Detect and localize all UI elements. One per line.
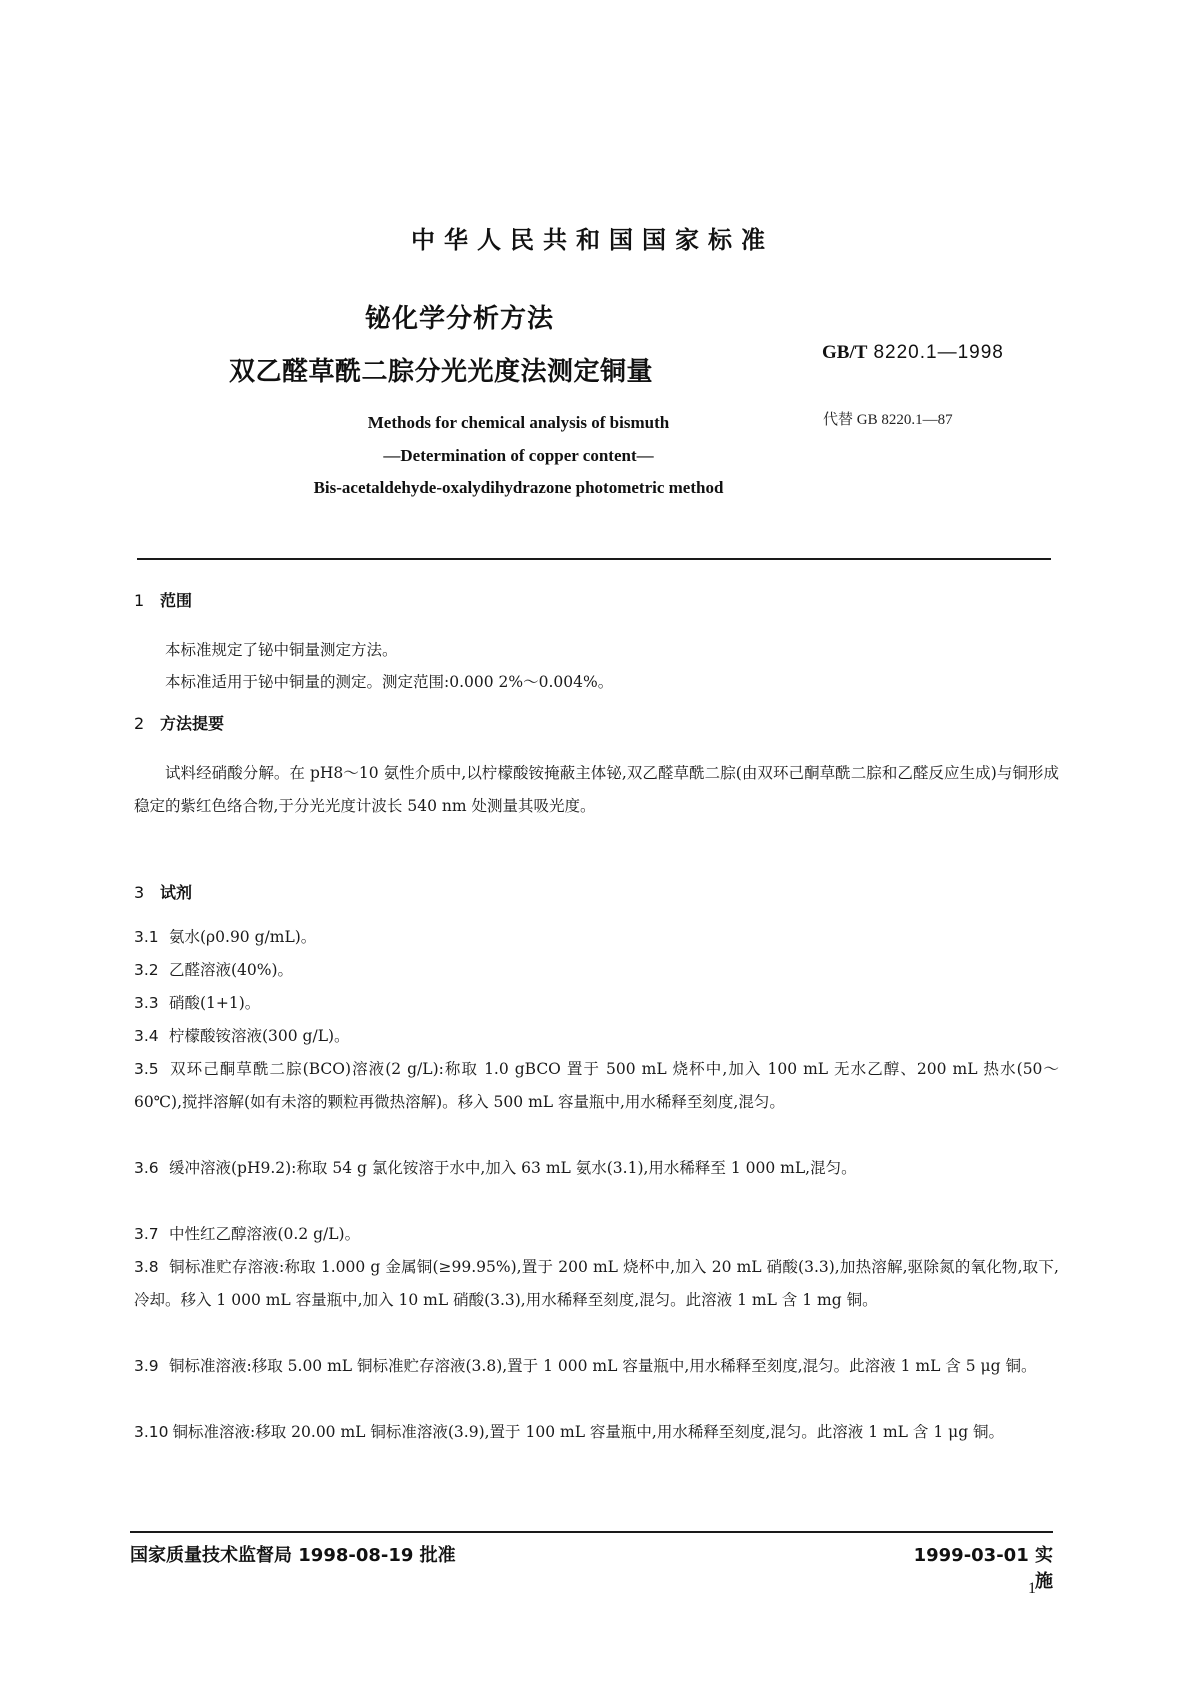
item-number: 3.1: [134, 928, 159, 946]
item-number: 3.3: [134, 994, 159, 1012]
title-en-line3: Bis-acetaldehyde-oxalydihydrazone photometric method: [313, 478, 724, 497]
reagent-item: [134, 921, 1059, 954]
item-text: 双环己酮草酰二腙(BCO)溶液(2 g/L):称取 1.0 gBCO 置于 500 mL 烧杯中,加入 100 mL 无水乙醇、200 mL 热水(50～60℃),搅拌溶解(如有未溶的颗粒再微热溶解)。移入 500 mL 容量瓶中,用水稀释至刻度,混匀。: [134, 1060, 1059, 1111]
reagent-item: [134, 954, 1059, 987]
section-number: 2: [134, 714, 145, 733]
header-divider: [137, 558, 1051, 560]
national-standard-heading: 中华人民共和国国家标准: [411, 226, 774, 254]
standard-code: [822, 341, 1004, 364]
title-cn-line1: 铋化学分析方法: [365, 304, 555, 334]
item-text: 铜标准贮存溶液:称取 1.000 g 金属铜(≥99.95%),置于 200 mL 烧杯中,加入 20 mL 硝酸(3.3),加热溶解,驱除氮的氧化物,取下,冷却。移入 1 000 mL 容量瓶中,加入 10 mL 硝酸(3.3),用水稀释至刻度,混匀。此溶液 1 mL 含 1 mg 铜。: [134, 1258, 1059, 1309]
item-number: 3.10: [134, 1423, 169, 1441]
reagent-item: [134, 1152, 1059, 1185]
title-en-line1: Methods for chemical analysis of bismuth: [367, 413, 670, 432]
section-title: 试剂: [160, 883, 193, 902]
item-text: 硝酸(1+1)。: [169, 994, 261, 1012]
item-number: 3.9: [134, 1357, 159, 1375]
section-heading-scope: [134, 588, 192, 611]
item-text: 铜标准溶液:移取 20.00 mL 铜标准溶液(3.9),置于 100 mL 容量瓶中,用水稀释至刻度,混匀。此溶液 1 mL 含 1 μg 铜。: [172, 1423, 1005, 1441]
page-number: 1: [1028, 1580, 1036, 1597]
title-en-line2: —Determination of copper content—: [383, 446, 654, 465]
reagent-item: [134, 1350, 1059, 1383]
item-number: 3.4: [134, 1027, 159, 1045]
item-text: 乙醛溶液(40%)。: [169, 961, 294, 979]
section-number: 1: [134, 591, 145, 610]
reagent-item: [134, 1053, 1059, 1119]
approval-date: 国家质量技术监督局 1998-08-19 批准: [130, 1545, 456, 1566]
item-text: 氨水(ρ0.90 g/mL)。: [169, 928, 317, 946]
section-number: 3: [134, 883, 145, 902]
title-cn-line2: 双乙醛草酰二腙分光光度法测定铜量: [229, 357, 654, 387]
standard-code-prefix: GB/T: [822, 342, 868, 363]
section-heading-reagents: [134, 880, 192, 903]
section-title: 范围: [160, 591, 193, 610]
scope-paragraph-1: 本标准规定了铋中铜量测定方法。: [165, 641, 398, 659]
item-number: 3.5: [134, 1060, 159, 1078]
effective-date: 1999-03-01 实施: [913, 1545, 1053, 1592]
reagent-item: [134, 987, 1059, 1020]
section-title: 方法提要: [160, 714, 225, 733]
item-number: 3.2: [134, 961, 159, 979]
item-number: 3.6: [134, 1159, 159, 1177]
scope-paragraph-2: 本标准适用于铋中铜量的测定。测定范围:0.000 2%～0.004%。: [165, 673, 614, 691]
item-number: 3.7: [134, 1225, 159, 1243]
reagent-item: [134, 1020, 1059, 1053]
standard-code-number: 8220.1—1998: [873, 342, 1004, 363]
replaces-standard: 代替 GB 8220.1—87: [823, 412, 953, 428]
reagent-item: [134, 1218, 1059, 1251]
item-number: 3.8: [134, 1258, 159, 1276]
item-text: 柠檬酸铵溶液(300 g/L)。: [169, 1027, 350, 1045]
section-heading-method-summary: [134, 711, 224, 734]
footer-divider: [130, 1531, 1053, 1533]
method-summary-paragraph: 试料经硝酸分解。在 pH8～10 氨性介质中,以柠檬酸铵掩蔽主体铋,双乙醛草酰二腙(由双环己酮草酰二腙和乙醛反应生成)与铜形成稳定的紫红色络合物,于分光光度计波长 540 nm 处测量其吸光度。: [134, 764, 1059, 815]
reagent-item: [134, 1416, 1059, 1449]
reagent-item: [134, 1251, 1059, 1317]
item-text: 中性红乙醇溶液(0.2 g/L)。: [169, 1225, 361, 1243]
item-text: 缓冲溶液(pH9.2):称取 54 g 氯化铵溶于水中,加入 63 mL 氨水(3.1),用水稀释至 1 000 mL,混匀。: [169, 1159, 857, 1177]
item-text: 铜标准溶液:移取 5.00 mL 铜标准贮存溶液(3.8),置于 1 000 mL 容量瓶中,用水稀释至刻度,混匀。此溶液 1 mL 含 5 μg 铜。: [169, 1357, 1037, 1375]
